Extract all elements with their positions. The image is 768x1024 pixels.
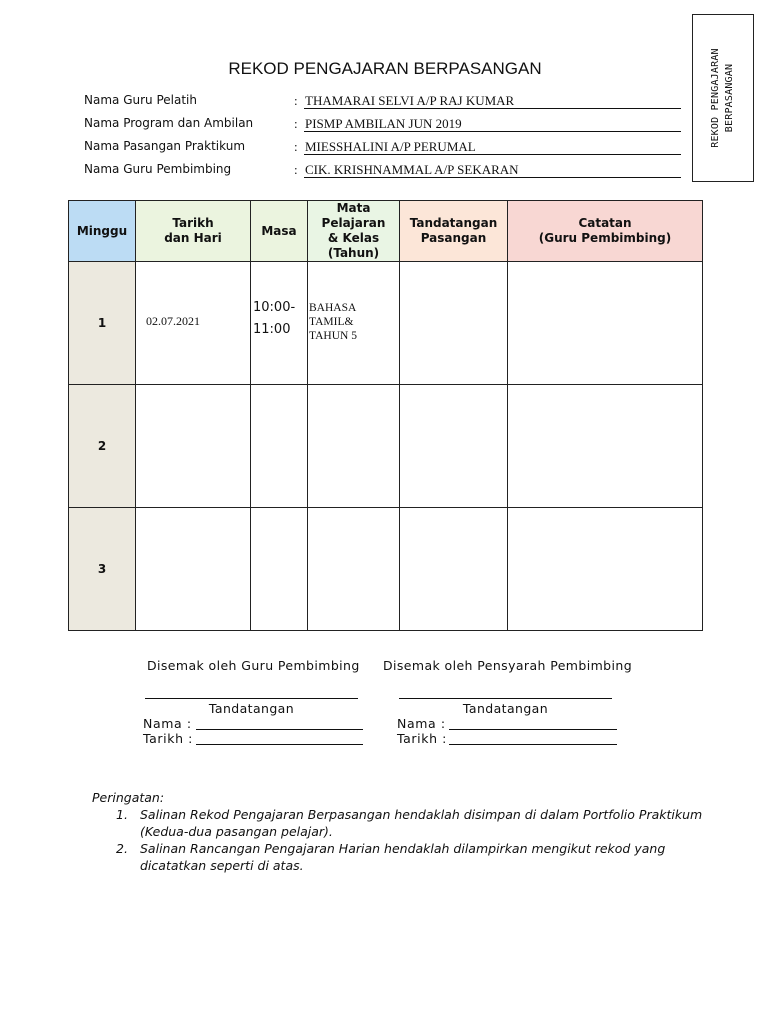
notes-heading: Peringatan: <box>92 790 165 805</box>
cell-masa-text <box>251 297 307 341</box>
header-tarikh-line2: dan Hari <box>164 231 222 245</box>
side-label-box <box>692 14 754 182</box>
info-label-pasangan: Nama Pasangan Praktikum <box>84 139 246 153</box>
header-tanda-line2: Pasangan <box>420 231 487 245</box>
info-value-program: PISMP AMBILAN JUN 2019 <box>304 116 681 132</box>
page-title: REKOD PENGAJARAN BERPASANGAN <box>228 59 542 78</box>
cell-mata-pelajaran[interactable] <box>308 385 400 508</box>
header-tandatangan <box>400 201 508 262</box>
cell-masa[interactable] <box>251 508 308 631</box>
sig-right-label: Tandatangan <box>462 701 549 716</box>
cell-masa[interactable] <box>251 385 308 508</box>
rekod-table <box>68 200 703 631</box>
cell-masa-end: 11:00 <box>253 322 291 337</box>
sig-left-title: Disemak oleh Guru Pembimbing <box>147 658 360 673</box>
cell-tarikh-text: 02.07.2021 <box>146 313 200 328</box>
cell-tandatangan[interactable] <box>400 508 508 631</box>
cell-tarikh[interactable] <box>136 385 251 508</box>
cell-minggu: 1 <box>69 262 136 385</box>
sig-left-nama-line[interactable] <box>196 729 363 730</box>
sig-left-label: Tandatangan <box>208 701 295 716</box>
header-tanda-line1: Tandatangan <box>409 216 498 230</box>
notes-item-line2: (Kedua-dua pasangan pelajar). <box>140 824 333 839</box>
cell-tarikh[interactable] <box>136 508 251 631</box>
table-row <box>69 508 703 631</box>
cell-minggu: 3 <box>69 508 136 631</box>
sig-right-tarikh-label: Tarikh : <box>397 731 447 746</box>
header-minggu-text: Minggu <box>76 223 128 238</box>
sig-right-nama-label: Nama : <box>397 716 446 731</box>
header-masa-text: Masa <box>261 223 297 238</box>
header-mata-line1: Mata <box>336 201 371 215</box>
header-mata-line2: Pelajaran <box>321 216 386 230</box>
table-row <box>69 385 703 508</box>
info-colon: : <box>294 162 298 177</box>
notes-item-line2: dicatatkan seperti di atas. <box>140 858 304 873</box>
info-value-guru-pembimbing: CIK. KRISHNAMMAL A/P SEKARAN <box>304 162 681 178</box>
header-catatan-line2: (Guru Pembimbing) <box>538 231 672 245</box>
notes-item-number: 2. <box>116 841 128 856</box>
cell-catatan[interactable] <box>508 508 703 631</box>
notes-item <box>116 806 736 840</box>
info-colon: : <box>294 93 298 108</box>
side-label-text <box>709 48 737 148</box>
notes-item <box>116 840 736 874</box>
info-label-guru-pelatih: Nama Guru Pelatih <box>84 93 197 107</box>
header-catatan-line1: Catatan <box>578 216 632 230</box>
header-minggu <box>69 201 136 262</box>
cell-masa[interactable] <box>251 262 308 385</box>
cell-mata-pelajaran[interactable] <box>308 508 400 631</box>
side-label-line2: BERPASANGAN <box>724 63 735 133</box>
cell-minggu: 2 <box>69 385 136 508</box>
cell-catatan[interactable] <box>508 385 703 508</box>
cell-tandatangan[interactable] <box>400 385 508 508</box>
header-mata-line3: & Kelas <box>327 231 380 245</box>
sig-right-title: Disemak oleh Pensyarah Pembimbing <box>383 658 633 673</box>
header-tarikh <box>136 201 251 262</box>
notes-item-line1: Salinan Rekod Pengajaran Berpasangan hendaklah disimpan di dalam Portfolio Praktikum <box>140 807 703 822</box>
cell-masa-start: 10:00- <box>253 300 296 315</box>
sig-right-nama-line[interactable] <box>449 729 617 730</box>
notes-item-line1: Salinan Rancangan Pengajaran Harian hendaklah dilampirkan mengikut rekod yang <box>140 841 666 856</box>
sig-left-nama-label: Nama : <box>143 716 192 731</box>
cell-catatan[interactable] <box>508 262 703 385</box>
header-tarikh-line1: Tarikh <box>172 216 214 230</box>
info-colon: : <box>294 139 298 154</box>
header-catatan <box>508 201 703 262</box>
notes-item-number: 1. <box>116 807 128 822</box>
cell-mata-line2: TAMIL& <box>309 316 354 328</box>
cell-mata-text <box>308 301 399 343</box>
header-mata-line4: (Tahun) <box>327 246 380 260</box>
info-colon: : <box>294 116 298 131</box>
info-value-pasangan: MIESSHALINI A/P PERUMAL <box>304 139 681 155</box>
info-value-guru-pelatih: THAMARAI SELVI A/P RAJ KUMAR <box>304 93 681 109</box>
cell-tandatangan[interactable] <box>400 262 508 385</box>
info-label-guru-pembimbing: Nama Guru Pembimbing <box>84 162 232 176</box>
sig-right-line <box>399 698 612 699</box>
cell-mata-line1: BAHASA <box>309 302 357 314</box>
table-header-row <box>69 201 703 262</box>
sig-right-tarikh-line[interactable] <box>449 744 617 745</box>
notes-list <box>116 806 736 874</box>
sig-left-tarikh-label: Tarikh : <box>143 731 193 746</box>
cell-mata-line3: TAHUN 5 <box>309 330 357 342</box>
cell-mata-pelajaran[interactable] <box>308 262 400 385</box>
table-row <box>69 262 703 385</box>
cell-tarikh[interactable] <box>136 262 251 385</box>
info-label-program: Nama Program dan Ambilan <box>84 116 254 130</box>
sig-left-line <box>145 698 358 699</box>
header-masa <box>251 201 308 262</box>
sig-left-tarikh-line[interactable] <box>196 744 363 745</box>
header-mata-pelajaran <box>308 201 400 262</box>
side-label-line1: REKOD PENGAJARAN <box>710 48 721 148</box>
